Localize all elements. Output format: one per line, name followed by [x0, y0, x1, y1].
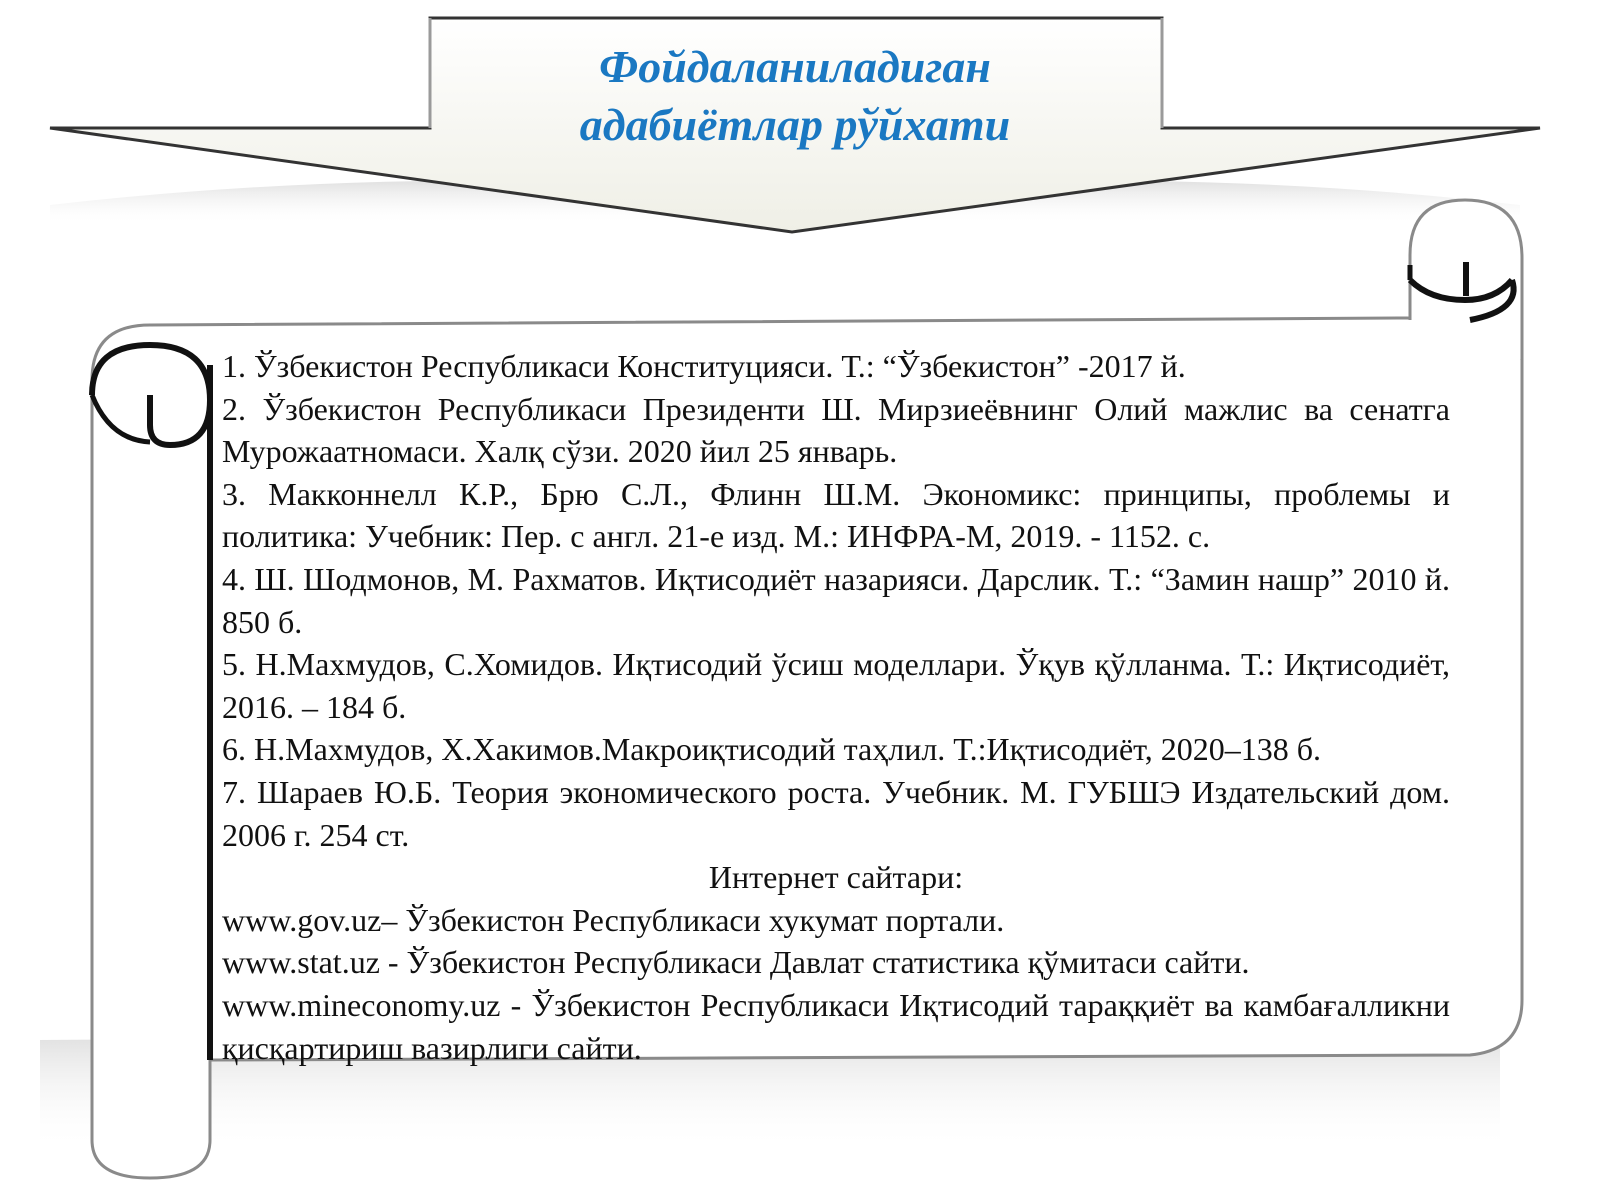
reference-item-1: 1. Ўзбекистон Республикаси Конституцияси. Т.: “Ўзбекистон” -2017 й. — [222, 348, 1186, 384]
website-item-1: www.gov.uz– Ўзбекистон Республикаси хукумат портали. — [222, 901, 1005, 938]
reference-item-6: 6. Н.Махмудов, Х.Хакимов.Макроиқтисодий таҳлил. Т.:Иқтисодиёт, 2020–138 б. — [222, 731, 1322, 768]
reference-item-2: 2. Ўзбекистон Республикаси Президенти Ш. Мирзиеёвнинг Олий мажлис ва сенатга Мурожаатномаси. Халқ сўзи. 2020 йил 25 январь. — [222, 390, 1450, 470]
internet-heading: Интернет сайтари: — [708, 859, 964, 896]
website-item-3: www.mineconomy.uz - Ўзбекистон Республикаси Иқтисодий тараққиёт ва камбағалликни қисқартириш вазирлиги сайти. — [222, 986, 1450, 1066]
reference-item-7: 7. Шараев Ю.Б. Теория экономического роста. Учебник. М. ГУБШЭ Издательский дом. 2006 г. 254 ст. — [222, 773, 1450, 853]
reference-item-3: 3. Макконнелл К.Р., Брю С.Л., Флинн Ш.М. Экономикс: принципы, проблемы и политика: Учебник: Пер. с англ. 21-е изд. М.: ИНФРА-М, 2019. - 1152. с. — [222, 475, 1450, 555]
reference-list — [222, 345, 1450, 1069]
website-item-2: www.stat.uz - Ўзбекистон Республикаси Давлат статистика қўмитаси сайти. — [222, 944, 1250, 981]
reference-item-4: 4. Ш. Шодмонов, М. Рахматов. Иқтисодиёт назарияси. Дарслик. Т.: “Замин нашр” 2010 й. 850 б. — [222, 560, 1450, 640]
reference-item-5: 5. Н.Махмудов, С.Хомидов. Иқтисодий ўсиш моделлари. Ўқув қўлланма. Т.: Иқтисодиёт, 2016. – 184 б. — [222, 646, 1450, 725]
title-line-2: адабиётлар рўйхати — [579, 99, 1011, 150]
title-line-1: Фойдаланиладиган — [599, 41, 991, 92]
